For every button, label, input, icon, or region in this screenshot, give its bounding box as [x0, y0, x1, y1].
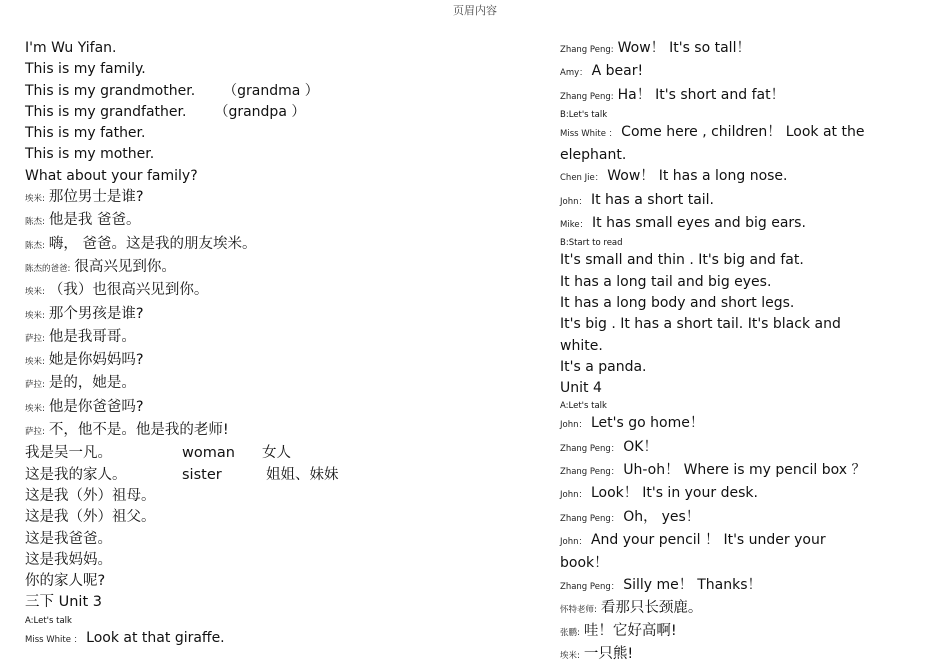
dialog-line: 埃米: 一只熊!: [560, 646, 634, 663]
text-line: This is my father.: [25, 125, 146, 142]
speaker-label: Zhang Peng：: [560, 443, 620, 454]
dialog-line: Mike： It has small eyes and big ears.: [560, 215, 806, 232]
text-line: 你的家人呢?: [25, 573, 106, 590]
dialog-line: Zhang Peng： Oh， yes！: [560, 508, 700, 525]
text-line: It has a long body and short legs.: [560, 294, 795, 311]
dialog-line: 埃米: 他是你爸爸吗?: [25, 398, 144, 415]
speaker-label: Miss White ：: [25, 634, 83, 645]
text-line: 这是我的家人。 sister 姐姐、妹妹: [25, 466, 339, 483]
dialog-line: Zhang Peng： Uh-oh！ Where is my pencil box ？: [560, 462, 866, 479]
dialog-line: John： And your pencil ！ It's under your book！: [560, 531, 826, 572]
dialog-line: 怀特老师: 看那只长颈鹿。: [560, 599, 703, 616]
speaker-label: Miss White ：: [560, 128, 618, 139]
speaker-label: John：: [560, 536, 587, 547]
dialog-line: 埃米: 那个男孩是谁?: [25, 305, 144, 322]
speaker-label: 埃米:: [25, 194, 45, 205]
dialog-line: 萨拉: 不，他不是。他是我的老师!: [25, 422, 229, 439]
text-line: It's a panda.: [560, 358, 647, 375]
speaker-label: 怀特老师:: [560, 604, 597, 615]
text-line: I'm Wu Yifan.: [25, 40, 117, 56]
text-line: 这是我妈妈。: [25, 551, 112, 568]
dialog-line: 陈杰: 他是我 爸爸。: [25, 212, 141, 229]
dialog-line: John： It has a short tail.: [560, 191, 715, 208]
dialog-line: Amy： A bear!: [560, 63, 644, 80]
section-subheading: A:Let's talk: [560, 401, 607, 412]
speaker-label: 陈杰的爸爸:: [25, 263, 71, 274]
dialog-line: Zhang Peng： OK！: [560, 438, 658, 455]
dialog-line: 埃米: 她是你妈妈吗?: [25, 352, 144, 369]
text-line: 这是我（外）祖母。: [25, 487, 156, 504]
speaker-label: 陈杰:: [25, 217, 45, 228]
speaker-label: Mike：: [560, 220, 589, 231]
dialog-line: 埃米: 那位男士是谁?: [25, 189, 144, 206]
speaker-label: 埃米:: [25, 357, 45, 368]
dialog-line: Zhang Peng: Wow！ It's so tall！: [560, 40, 751, 56]
text-line: 这是我（外）祖父。: [25, 509, 156, 526]
text-line: This is my mother.: [25, 146, 155, 163]
text-line: 这是我爸爸。: [25, 530, 112, 547]
text-line: It's small and thin . It's big and fat.: [560, 252, 804, 269]
speaker-label: John：: [560, 420, 587, 431]
speaker-label: Zhang Peng：: [560, 581, 620, 592]
dialog-line: 埃米: （我）也很高兴见到你。: [25, 282, 209, 299]
speaker-label: 萨拉:: [25, 333, 45, 344]
dialog-line: Miss White ： Look at that giraffe.: [25, 629, 225, 646]
speaker-label: Zhang Peng:: [560, 45, 614, 55]
section-subheading: A:Let's talk: [25, 615, 72, 626]
dialog-line: John： Let's go home！: [560, 415, 704, 432]
dialog-line: 萨拉: 他是我哥哥。: [25, 328, 136, 345]
text-line: It's big . It has a short tail. It's black and white.: [560, 316, 841, 354]
dialog-line: Miss White ： Come here , children！ Look at the elephant.: [560, 123, 865, 164]
speaker-label: 萨拉:: [25, 427, 45, 438]
dialog-line: Chen Jie： Wow！ It has a long nose.: [560, 168, 788, 185]
text-line: It has a long tail and big eyes.: [560, 273, 772, 290]
section-subheading: B:Let's talk: [560, 109, 608, 120]
speaker-label: John：: [560, 490, 587, 501]
text-line: What about your family?: [25, 167, 198, 184]
speaker-label: Zhang Peng：: [560, 513, 620, 524]
dialog-line: 萨拉: 是的，她是。: [25, 375, 136, 392]
dialog-line: Zhang Peng: Ha！ It's short and fat！: [560, 86, 785, 103]
speaker-label: 埃米:: [25, 287, 45, 298]
text-line: This is my grandfather. （grandpa ）: [25, 103, 306, 120]
speaker-label: Amy：: [560, 68, 588, 79]
text-line: 我是吴一凡。 woman 女人: [25, 445, 291, 462]
speaker-label: Zhang Peng：: [560, 467, 620, 478]
dialog-line: 陈杰的爸爸: 很高兴见到你。: [25, 258, 176, 275]
speaker-label: John：: [560, 196, 587, 207]
section-heading: Unit 4: [560, 380, 602, 397]
right-column: [560, 38, 875, 668]
dialog-line: 陈杰: 嗨， 爸爸。这是我的朋友埃米。: [25, 235, 257, 252]
text-line: This is my grandmother. （grandma ）: [25, 82, 319, 99]
speaker-label: Chen Jie：: [560, 173, 604, 184]
section-heading: 三下 Unit 3: [25, 594, 102, 611]
text-line: This is my family.: [25, 61, 146, 78]
section-subheading: B:Start to read: [560, 238, 623, 249]
speaker-label: 陈杰:: [25, 240, 45, 251]
speaker-label: 埃米:: [560, 651, 580, 662]
page-header: 页眉内容: [453, 4, 497, 17]
dialog-line: Zhang Peng： Silly me！ Thanks！: [560, 576, 762, 593]
speaker-label: 张鹏:: [560, 628, 580, 639]
dialog-line: 张鹏: 哇！它好高啊!: [560, 623, 677, 640]
speaker-label: Zhang Peng:: [560, 91, 614, 102]
speaker-label: 萨拉:: [25, 380, 45, 391]
speaker-label: 埃米:: [25, 310, 45, 321]
speaker-label: 埃米:: [25, 403, 45, 414]
left-column: [25, 38, 455, 651]
dialog-line: John： Look！ It's in your desk.: [560, 485, 758, 502]
